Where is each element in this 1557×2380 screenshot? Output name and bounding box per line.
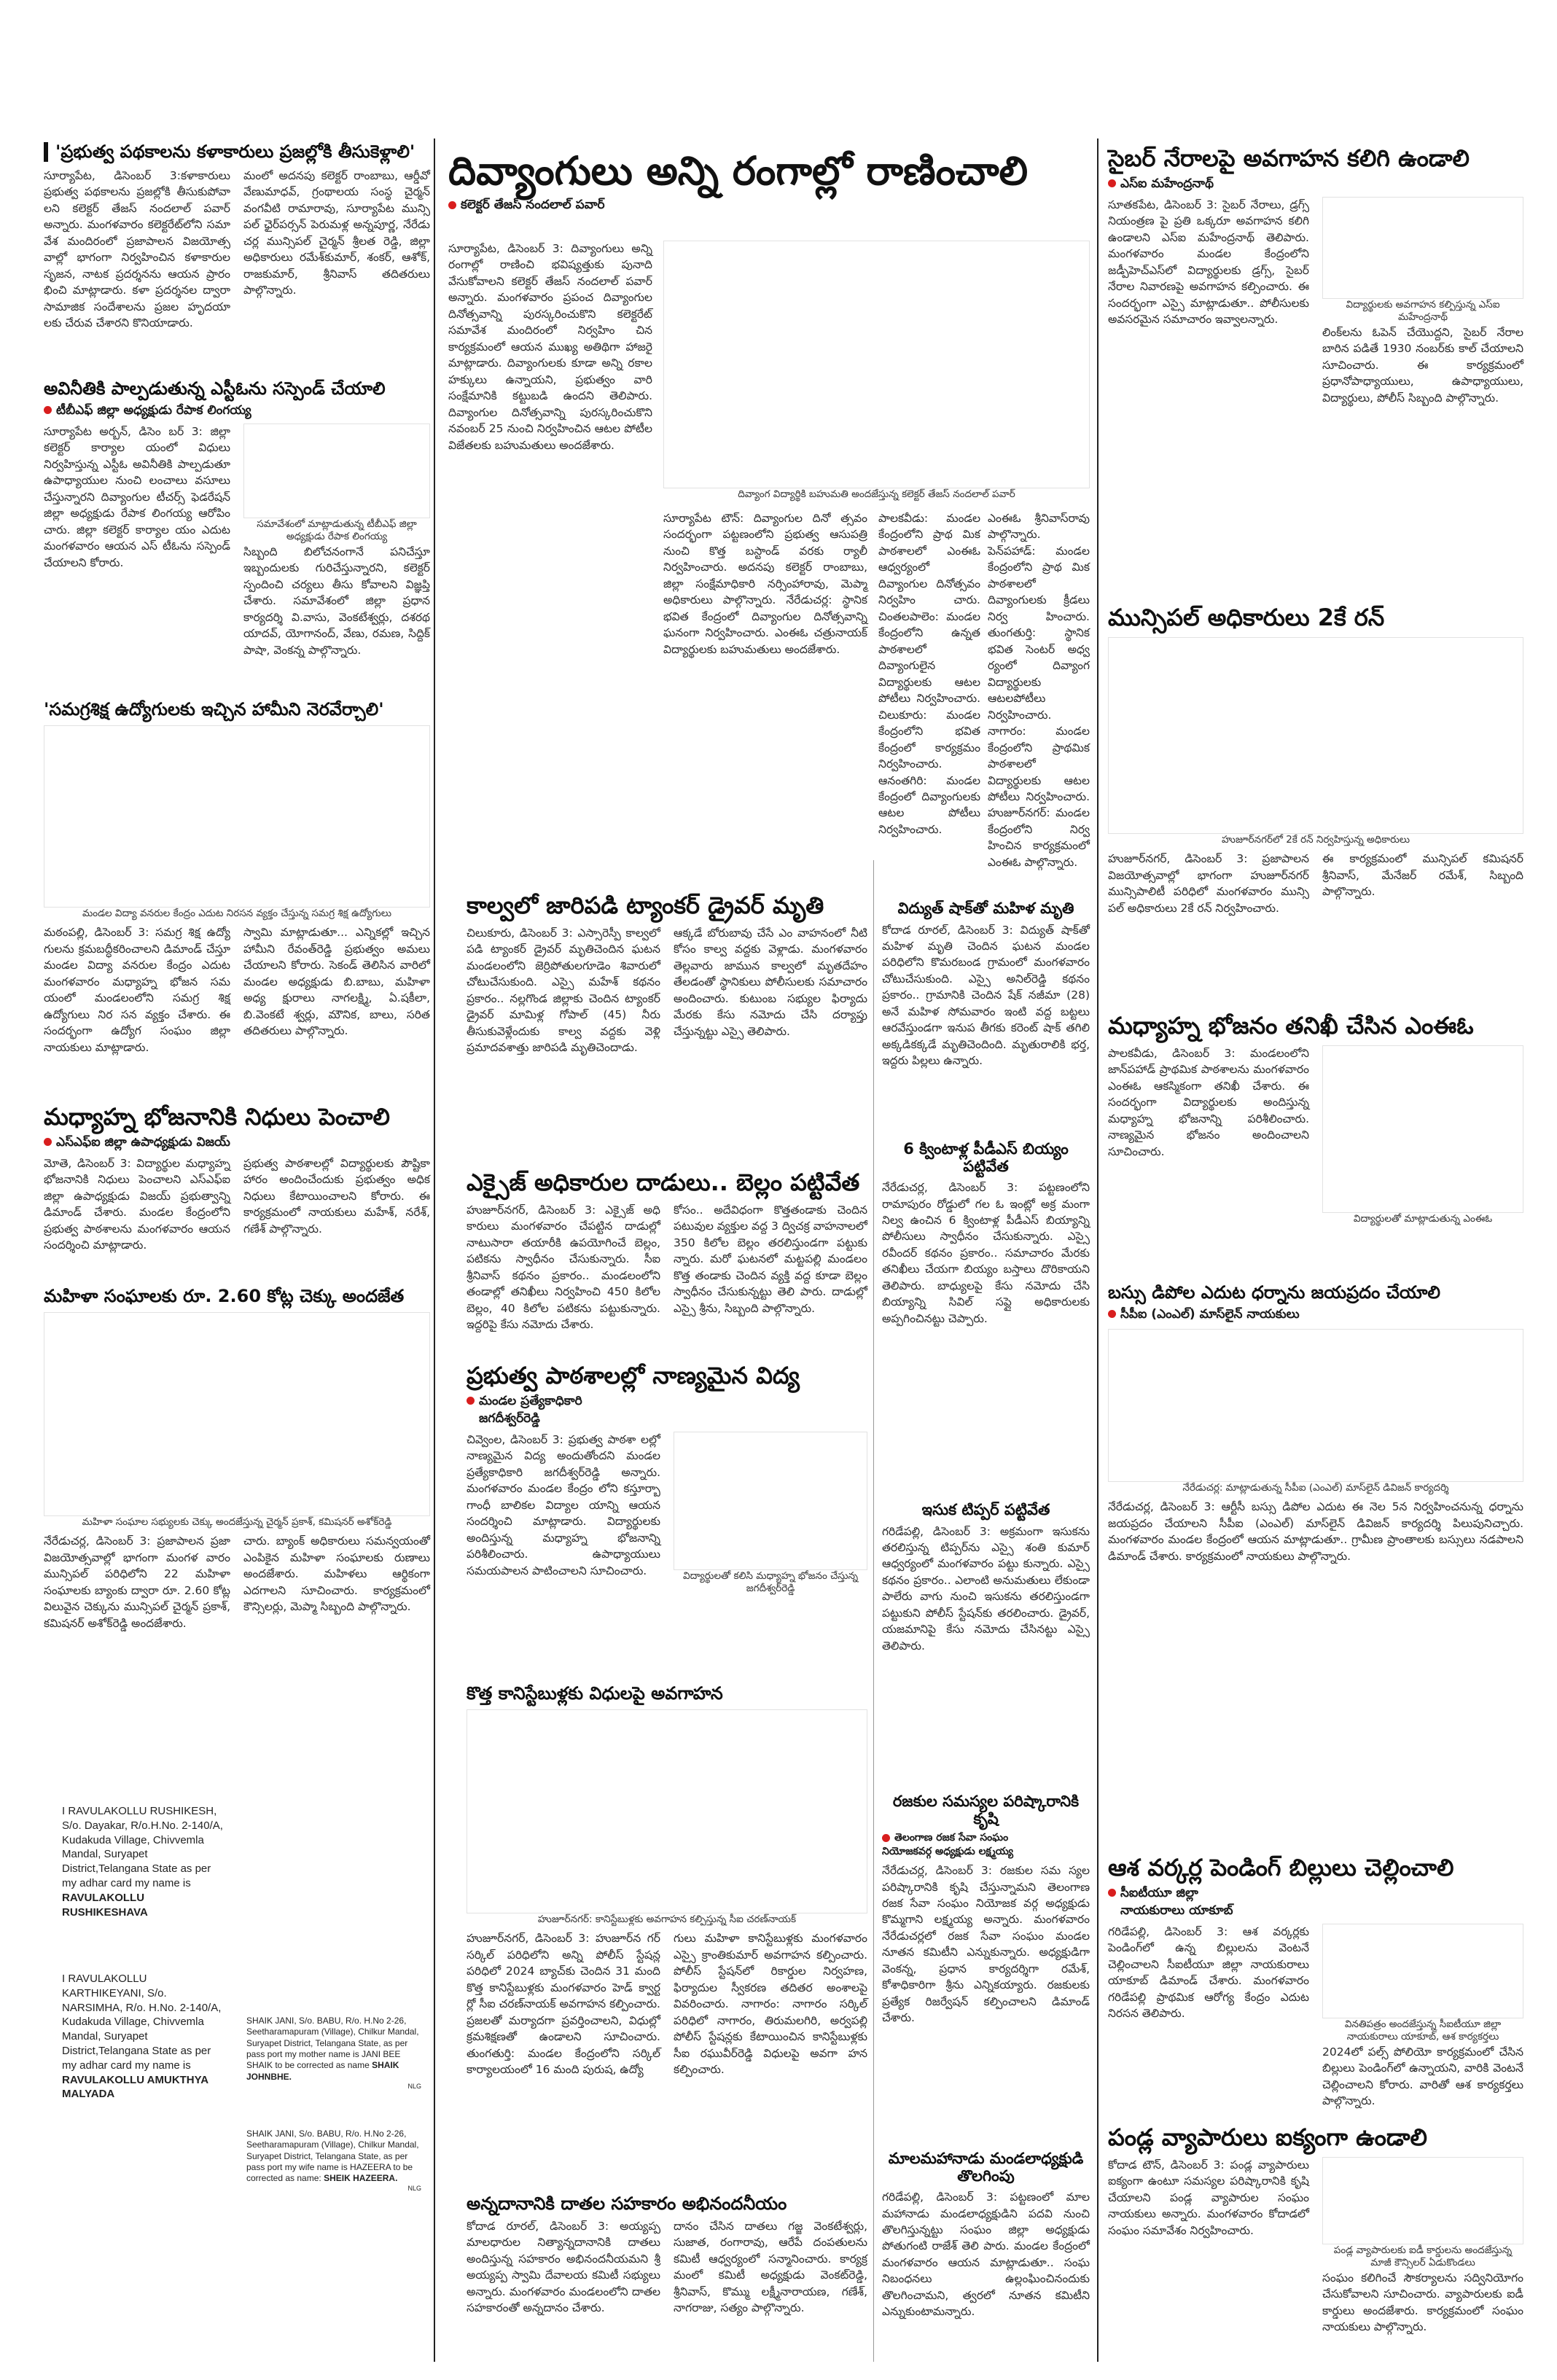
article-body: దానం చేసిన దాతలు గజ్జ వెంకటేశ్వర్లు, సుజాత, రంగారావు, ఆరేపే దంపతులను కమిటీ ఆధ్వర్యంలో సన్మానించారు. కార్యక్ర మంలో కమిటీ అధ్యక్షుడు వెంకట్‌రెడ్డి, శ్రీనివాస్, కొమ్ము లక్ష్మీనారాయణ, గణేశ్, నాగరాజు, సత్యం పాల్గొన్నారు. — [674, 2219, 867, 2315]
headline: 'సమగ్రశిక్ష ఉద్యోగులకు ఇచ్చిన హామీని నెరవేర్చాలి' — [44, 699, 384, 719]
article-body: గరిడేపల్లి, డిసెంబర్ 3: అక్రమంగా ఇసుకను తరలిస్తున్న టిప్పర్‌ను ఎస్సై శంతి కుమార్ ఆధ్వర్యంలో మంగళవారం పట్టు కున్నారు. ఎస్సై కథనం ప్రకారం.. ఎలాంటి అనుమతులు లేకుండా పాలేరు వాగు నుంచి ఇసుకను తరలిస్తుండగా పట్టుకుని పోలీస్ స్టేషన్‌కు తరలించారు. డ్రైవర్, యజమానిపై కేసు నమోదు చేసినట్టు ఎస్సై తెలిపారు. — [882, 1524, 1090, 1653]
article-sto-suspend — [44, 379, 430, 658]
headline: విద్యుత్ షాక్‌తో మహిళ మృతి — [897, 900, 1074, 917]
article-body: సూర్యాపేట, డిసెంబర్ 3: దివ్యాంగులు అన్ని రంగాల్లో రాణించి భవిష్యత్తుకు పునాది వేసుకోవాలని కలెక్టర్ తేజస్ నందలాల్ పవార్ అన్నారు. మంగళవారం ప్రపంచ దివ్యాంగుల దినోత్సవాన్ని పురస్కరించుకొని కలెక్టరేట్ సమావేశ మందిరంలో నిర్వహిం చిన కార్యక్రమంలో ఆయన ముఖ్య అతిథిగా హాజరై మాట్లాడారు. దివ్యాంగులకు కూడా అన్ని రకాల హక్కులు ఉన్నాయని, ప్రభుత్వం వారి సంక్షేమానికి కట్టుబడి ఉందని తెలిపారు. దివ్యాంగుల దినోత్సవాన్ని పురస్కరించుకొని నవంబర్ 25 నుంచి నిర్వహించిన ఆటల పోటీల విజేతలకు బహుమతులు అందజేశారు. — [448, 242, 652, 452]
headline: అవినీతికి పాల్పడుతున్న ఎస్టీఓను సస్పెండ్ చేయాలి — [44, 378, 386, 399]
notice-name: I RAVULAKOLLU RUSHIKESH, — [62, 1805, 217, 1817]
article-disabled-excel — [448, 149, 1090, 218]
headline: 6 క్వింటాళ్ల పీడీఎస్ బియ్యం పట్టివేత — [903, 1140, 1069, 1175]
article-body: ఎంఈఓ శ్రీనివాస్‌రావు పాల్గొన్నారు. పెన్‌పహాడ్: మండల కేంద్రంలోని ప్రాథ మిక పాఠశాలలో దివ్యాంగులకు క్రీడలు నిర్వ హించారు. తుంగతుర్తి: స్థానిక భవిత సెంటర్ అధ్వ ర్యంలో దివ్యాంగ విద్యార్థులకు ఆటలపోటీలు నిర్వహించారు. నాగారం: మండల కేంద్రంలోని ప్రాథమిక పాఠశాలలో విద్యార్థులకు ఆటల పోటీలు నిర్వహించారు. హుజూర్‌నగర్: మండల కేంద్రంలోని నిర్వ హించిన కార్యక్రమంలో ఎంఈఓ పాల్గొన్నారు. — [988, 512, 1090, 869]
column-rule — [873, 860, 874, 2362]
article-body: నేరేడుచర్ల, డిసెంబర్ 3: పట్టణంలోని రామాపురం రోడ్డులో గల ఓ ఇంట్లో అక్ర మంగా నిల్వ ఉంచిన 6 క్వింటాళ్ల పీడీఎస్ బియ్యాన్ని పోలీసులు స్వాధీనం చేసుకున్నారు. ఎస్సై రవీందర్ కథనం ప్రకారం.. సమాచారం మేరకు తనిఖీలు చేయగా బియ్యం బస్తాలు దొరికాయని తెలిపారు. బాధ్యులపై కేసు నమోదు చేసి బియ్యాన్ని సివిల్ సప్లై అధికారులకు అప్పగించినట్టు చెప్పారు. — [882, 1181, 1090, 1325]
article-pds-rice — [882, 1141, 1090, 1327]
lead-photo — [663, 241, 1090, 502]
article-body: స్వామి మాట్లాడుతూ... ఎన్నికల్లో ఇచ్చిన హామీని రేవంత్‌రెడ్డి ప్రభుత్వం అమలు చేయాలని కోరారు. సెకండ్ తెలిసిన వారిలో మండల అధ్యక్షుడు బి.బాబు, మహిళా అధ్య క్షురాలు నాగలక్ష్మి, ఏ.షకీలా, బి.వెంకటే శ్వర్లు, మౌనిక, బాలు, సరిత తదితరులు పాల్గొన్నారు. — [243, 926, 430, 1038]
article-municipal-2k-run — [1108, 605, 1523, 916]
article-body: నేరేడుచర్ల, డిసెంబర్ 3: రజకుల సమ స్యల పరిష్కారానికి కృషి చేస్తున్నామని తెలంగాణ రజక సేవా సంఘం నియోజక వర్గ అధ్యక్షుడు కొమ్మగాని లక్ష్మయ్య అన్నారు. మంగళవారం నేరేడుచర్లలో రజక సేవా సంఘం మండల నూతన కమిటీని ఎన్నుకున్నారు. అధ్యక్షుడిగా వెంకన్న, ప్రధాన కార్యదర్శిగా రమేశ్, కోశాధికారిగా శ్రీను ఎన్నికయ్యారు. రజకులకు ప్రత్యేక రిజర్వేషన్ కల్పించాలని డిమాండ్ చేశారు. — [882, 1864, 1090, 2025]
bullet-icon — [882, 1834, 890, 1842]
photo-caption: విద్యార్థులకు అవగాహన కల్పిస్తున్న ఎస్ఐ మహేంద్రనాథ్ — [1346, 298, 1500, 324]
photo-caption: మహిళా సంఘాల సభ్యులకు చెక్కు అందజేస్తున్న చైర్మన్ ప్రకాశ్, కమిషనర్ అశోక్‌రెడ్డి — [82, 1515, 392, 1528]
bullet-icon — [1108, 1310, 1116, 1318]
article-disabled-excel-body — [988, 510, 1090, 870]
photo-caption: పండ్ల వ్యాపారులకు ఐడీ కార్డులను అందజేస్తున్న మాజీ కౌన్సిలర్ ఏడుకొండలు — [1333, 2244, 1513, 2269]
article-body: ఆక్కడే బోరుబావు చేసే ఎం వాహనంలో నీటి కోసం కాల్వ వద్దకు వెళ్లాడు. మంగళవారం తెల్లవారు జామున కాల్వలో మృతదేహం తేలడంతో స్థానికులు పోలీసులకు సమాచారం అందించారు. కుటుంబ సభ్యుల ఫిర్యాదు మేరకు కేసు నమోదు చేసి దర్యాప్తు చేస్తున్నట్టు ఎస్సై తెలిపారు. — [674, 926, 867, 1038]
news-photo — [44, 725, 430, 908]
byline: ఎస్ఐ మహేంద్రనాథ్ — [1108, 176, 1523, 194]
notice-highlight: SHEIK HAZEERA. — [324, 2173, 398, 2184]
column-rule — [434, 138, 435, 2362]
photo-caption: హుజూర్‌నగర్: కానిస్టేబుళ్లకు అవగాహన కల్పిస్తున్న సీఐ చరణ్‌నాయక్ — [537, 1913, 797, 1925]
photo-caption: దివ్యాంగ విద్యార్థికి బహుమతి అందజేస్తున్న కలెక్టర్ తేజస్ నందలాల్ పవార్ — [738, 488, 1015, 500]
article-body: పాలకవీడు, డిసెంబర్ 3: మండలంలోని జాన్‌పహాడ్ ప్రాథమిక పాఠశాలను మంగళవారం ఎంఈఓ ఆకస్మికంగా తనిఖీ చేశారు. ఈ సందర్భంగా విద్యార్థులకు అందిస్తున్న మధ్యాహ్న భోజనాన్ని పరిశీలించారు. నాణ్యమైన భోజనం అందించాలని సూచించారు. — [1108, 1046, 1309, 1158]
article-meo-inspection — [1108, 1013, 1523, 1225]
article-mala-mahanadu — [882, 2150, 1090, 2320]
headline: ప్రభుత్వ పాఠశాలల్లో నాణ్యమైన విద్య — [467, 1362, 800, 1389]
legal-notice — [62, 1972, 226, 2102]
byline: టీబీఎఫ్ జిల్లా అధ్యక్షుడు రేపాక లింగయ్య — [44, 403, 430, 421]
headline: మహిళా సంఘాలకు రూ. 2.60 కోట్ల చెక్కు అందజేత — [44, 1286, 405, 1306]
notice-tag: NLG — [407, 2184, 421, 2192]
article-body: మోతె, డిసెంబర్ 3: విద్యార్థుల మధ్యాహ్న భోజనానికి నిధులు పెంచాలని ఎస్ఎఫ్ఐ జిల్లా ఉపాధ్యక్షుడు విజయ్ ప్రభుత్వాన్ని డిమాండ్ చేశారు. మండల కేంద్రంలోని ప్రభుత్వ పాఠశాలను మంగళవారం ఆయన సందర్శించి మాట్లాడారు. — [44, 1156, 230, 1252]
byline: మండల ప్రత్యేకాధికారి జగదీశ్వర్‌రెడ్డి — [467, 1394, 867, 1429]
article-body: సిబ్బంది బిలోచనంగానే పనిచేస్తూ ఇబ్బందులకు గురిచేస్తున్నారని, కలెక్టర్ స్పందించి చర్యలు తీసు కోవాలని విజ్ఞప్తి చేశారు. సమావేశంలో జిల్లా ప్రధాన కార్యదర్శి వి.వాసు, వెంకటేశ్వర్లు, దశరథ యాదవ్, యోగానంద్, వేణు, రమణ, సిద్దిక్ పాషా, వెంకన్న పాల్గొన్నారు. — [243, 545, 430, 657]
photo-caption: హుజూర్‌నగర్‌లో 2కే రన్ నిర్వహిస్తున్న అధికారులు — [1221, 833, 1410, 846]
headline: 'ప్రభుత్వ పథకాలను కళాకారులు ప్రజల్లోకి తీసుకెళ్లాలి' — [44, 142, 430, 162]
bullet-icon — [44, 1138, 52, 1146]
article-disabled-excel-body — [878, 510, 980, 838]
article-asha-workers — [1108, 1855, 1523, 2110]
article-women-groups-cheque — [44, 1287, 430, 1631]
headline: మధ్యాహ్న భోజనం తనిఖీ చేసిన ఎంఈఓ — [1108, 1012, 1474, 1039]
headline: మున్సిపల్ అధికారులు 2కే రన్ — [1108, 604, 1385, 631]
notice-body: I RAVULAKOLLU KARTHIKEYANI, S/o. NARSIMHA, R/o. H.No. 2-140/A, Kudakuda Village, Chivvemla Mandal, Suryapet District,Telangana State as per my adhar card my name is — [62, 1973, 222, 2072]
article-body: గరిడేపల్లి, డిసెంబర్ 3: ఆశ వర్కర్లకు పెండింగ్‌లో ఉన్న బిల్లులను వెంటనే చెల్లించాలని సీఐటీయూ జిల్లా నాయకురాలు యాకూబ్ డిమాండ్ చేశారు. మంగళవారం గరిడేపల్లి ప్రాథమిక ఆరోగ్య కేంద్రం ఎదుట నిరసన తెలిపారు. — [1108, 1924, 1309, 2021]
article-body: చివ్వెంల, డిసెంబర్ 3: ప్రభుత్వ పాఠశా లల్లో నాణ్యమైన విద్య అందుతోందని మండల ప్రత్యేకాధికారి జగదీశ్వర్‌రెడ్డి అన్నారు. మంగళవారం మండల కేంద్రం లోని కస్తూర్బా గాంధీ బాలికల విద్యాల యాన్ని ఆయన సందర్శించి మాట్లాడారు. విద్యార్థులకు అందిస్తున్న మధ్యాహ్న భోజనాన్ని పరిశీలించారు. ఉపాధ్యాయులు సమయపాలన పాటించాలని సూచించారు. — [467, 1432, 660, 1577]
article-midday-meal-funds — [44, 1104, 430, 1254]
article-body: ఈ కార్యక్రమంలో మున్సిపల్ కమిషనర్ శ్రీనివాస్, మేనేజర్ రమేశ్, సిబ్బంది పాల్గొన్నారు. — [1322, 852, 1523, 899]
news-photo — [1322, 1045, 1523, 1213]
article-body: సూతకపేట, డిసెంబర్ 3: సైబర్ నేరాలు, డ్రగ్స్ నియంత్రణ పై ప్రతి ఒక్కరూ అవగాహన కలిగి ఉండాలని ఎస్ఐ మహేంద్రనాథ్ తెలిపారు. మంగళవారం మండల కేంద్రంలోని జడ్పీహెచ్ఎస్‌లో విద్యార్థులకు డ్రగ్స్, సైబర్ నేరాల నివారణపై అవగాహన కల్పించారు. ఈ సందర్భంగా ఎస్సై మాట్లాడుతూ.. పోలీసులకు అవసరమైన సమాచారం ఇవ్వాలన్నారు. — [1108, 198, 1309, 327]
article-electric-shock — [882, 900, 1090, 1069]
article-body: కోదాడ టౌన్, డిసెంబర్ 3: పండ్ల వ్యాపారులు ఐక్యంగా ఉంటూ సమస్యల పరిష్కారానికి కృషి చేయాలని పండ్ల వ్యాపారుల సంఘం నాయకులు అన్నారు. మంగళవారం కోదాడలో సంఘం సమావేశం నిర్వహించారు. — [1108, 2158, 1309, 2237]
article-body: మఠంపల్లి, డిసెంబర్ 3: సమగ్ర శిక్ష ఉద్యో గులను క్రమబద్ధీకరించాలని డిమాండ్ చేస్తూ మండల విద్యా వనరుల కేంద్రం ఎదుట మంగళవారం మధ్యాహ్న భోజన సమ యంలో మండలంలోని సమగ్ర శిక్ష ఉద్యోగులు నిర సన వ్యక్తం చేశారు. ఈ సందర్భంగా ఉద్యోగ సంఘం జిల్లా నాయకులు మాట్లాడారు. — [44, 926, 230, 1054]
news-photo — [1322, 197, 1523, 299]
article-body: సూర్యాపేట, డిసెంబర్ 3:కళాకారులు ప్రభుత్వ పథకాలను ప్రజల్లోకి తీసుకుపోవా లని కలెక్టర్ తేజస్ నందలాల్ పవార్ అన్నారు. మంగళవారం కలెక్టరేట్‌లోని సమా వేశ మందిరంలో ప్రజాపాలన విజయోత్స వాల్లో భాగంగా నిర్వహించిన కళాకారుల సృజన, నాటక ప్రదర్శనను ఆయన ప్రారం భించి మాట్లాడారు. కళా ప్రదర్శనల ద్వారా సామాజిక సందేశాలను ప్రజల హృదయా లకు చేరువ చేశారని కొనియాడారు. — [44, 168, 230, 330]
article-body: లింక్‌లను ఓపెన్ చేయొద్దని, సైబర్ నేరాల బారిన పడితే 1930 నంబర్‌కు కాల్ చేయాలని సూచించారు. ఈ కార్యక్రమంలో ప్రధానోపాధ్యాయులు, ఉపాధ్యాయులు, విద్యార్థులు, పోలీస్ సిబ్బంది పాల్గొన్నారు. — [1322, 325, 1523, 405]
news-photo — [243, 424, 430, 518]
news-photo — [663, 241, 1090, 488]
article-body: గరిడేపల్లి, డిసెంబర్ 3: పట్టణంలో మాల మహానాడు మండలాధ్యక్షుడిని పదవి నుంచి తొలగిస్తున్నట్టు సంఘం జిల్లా అధ్యక్షుడు పోతుగంటి రాజేశ్ తెలి పారు. మండల కేంద్రంలో మంగళవారం ఆయన మాట్లాడుతూ.. సంఘ నిబంధనలు ఉల్లంఘించినందుకు తొలగించామని, త్వరలో నూతన కమిటీని ఎన్నుకుంటామన్నారు. — [882, 2190, 1090, 2319]
article-bus-depot-dharna — [1108, 1283, 1523, 1564]
photo-caption: సమావేశంలో మాట్లాడుతున్న టీబీఎఫ్ జిల్లా అధ్యక్షుడు రేపాక లింగయ్య — [257, 518, 417, 543]
article-rajaka-issues — [882, 1793, 1090, 2026]
article-body: హుజూర్‌నగర్, డిసెంబర్ 3: హుజూర్‌న గర్ సర్కిల్ పరిధిలోని అన్ని పోలీస్ స్టేషన్ల పరిధిలో 2024 బ్యాచ్‌కు చెందిన 31 మంది కొత్త కానిస్టేబుళ్లకు మంగళవారం హెడ్ క్వార్ట ర్లో సీఐ చరణ్‌నాయక్ అవగాహన కల్పించారు. ప్రజలతో మర్యాదగా ప్రవర్తించాలని, విధుల్లో క్రమశిక్షణతో ఉండాలని సూచించారు. తుంగతుర్తి: మండల కేంద్రంలోని సర్కిల్ కార్యాలయంలో 16 మంది పురుష, ఉద్యో — [467, 1932, 660, 2077]
legal-notice — [246, 2016, 421, 2091]
bullet-icon — [448, 201, 456, 209]
article-body: 2024లో పల్స్ పోలియో కార్యక్రమంలో చేసిన బిల్లులు పెండింగ్‌లో ఉన్నాయని, వారికి వెంటనే చెల్లించాలని కోరారు. వారితో ఆశ కార్యకర్తలు పాల్గొన్నారు. — [1322, 2045, 1523, 2108]
article-body: కోదాడ రూరల్, డిసెంబర్ 3: అయ్యప్ప మాలధారుల నిత్యాన్నదానానికి దాతలు అందిస్తున్న సహకారం అభినందనీయమని శ్రీ అయ్యప్ప స్వామి దేవాలయ కమిటీ సభ్యులు అన్నారు. మంగళవారం మండలంలోని దాతల సహకారంతో అన్నదానం చేశారు. — [467, 2219, 660, 2315]
news-photo — [1108, 1329, 1523, 1482]
article-body: చిలుకూరు, డిసెంబర్ 3: ఎస్సారెస్పీ కాల్వలో పడి ట్యాంకర్ డ్రైవర్ మృతిచెందిన ఘటన మండలంలోని జెర్రిపోతులగూడెం శివారులో చోటుచేసుకుంది. ఎస్సై మహేశ్ కథనం ప్రకారం.. నల్లగొండ జిల్లాకు చెందిన ట్యాంకర్ డ్రైవర్ మామిళ్ల గోపాల్ (45) నీరు తీసుకువెళ్లేందుకు కాల్వ వద్దకు వెళ్లి ప్రమాదవశాత్తు జారిపడి మృతిచెందాడు. — [467, 926, 660, 1055]
notice-body: SHAIK JANI, S/o. BABU, R/o. H.No 2-26, Seetharamapuram (Village), Chilkur Mandal, Suryapet District, Telangana State, as per pass port my wife name is HAZEERA to be corrected as name: — [246, 2129, 419, 2184]
headline: మాలమహానాడు మండలాధ్యక్షుడి తొలగింపు — [888, 2150, 1084, 2185]
article-govt-schemes — [44, 142, 430, 332]
headline: రజకుల సమస్యల పరిష్కారానికి కృషి — [892, 1792, 1080, 1827]
notice-tag: NLG — [407, 2083, 421, 2091]
article-body: మంలో అదనపు కలెక్టర్ రాంబాబు, ఆర్డీవో వేణుమాధవ్, గ్రంథాలయ సంస్థ చైర్మన్ వంగవీటి రామారావు, సూర్యాపేట మున్సి పల్ ఛైర్‌పర్సన్ పెరుమళ్ల అన్నపూర్ణ, నేరేడు చర్ల మున్సిపల్ చైర్మన్ శ్రీలత రెడ్డి, జిల్లా అధికారులు రమేశ్‌కుమార్, శంకర్, ఆశోక్, రాజకుమార్, శ్రీనివాస్ తదితరులు పాల్గొన్నారు. — [243, 168, 430, 297]
notice-highlight: RAVULAKOLLU RUSHIKESHAVA — [62, 1891, 148, 1919]
article-body: కోసం.. అదేవిధంగా కొత్తతండాకు చెందిన పటువుల వ్యక్తుల వద్ద 3 ద్విచక్ర వాహనాలలో 350 కిలోల బెల్లం తరలిస్తుండగా పట్టుకు న్నారు. మరో ఘటనలో మట్టపల్లి మండలం కొత్త తండాకు చెందిన వ్యక్తి వద్ద కూడా బెల్లం స్వాధీనం చేసుకున్నట్టు తెలి పారు. దాడుల్లో ఎస్సై శ్రీను, సిబ్బంది పాల్గొన్నారు. — [674, 1203, 867, 1315]
article-body: సూర్యాపేట అర్బన్, డిసెం బర్ 3: జిల్లా కలెక్టర్ కార్యాల యంలో విధులు నిర్వహిస్తున్న ఎస్టీఓ అవినీతికి పాల్పడుతూ ఉపాధ్యాయుల నుంచి లంచాలు వసూలు చేస్తున్నారని దివ్యాంగుల టీచర్స్ ఫెడరేషన్ జిల్లా అధ్యక్షుడు రేపాక లింగయ్య ఆరోపిం చారు. జిల్లా కలెక్టర్ కార్యాల యం ఎదుట మంగళవారం ఆయన ఎస్ టీఓను సస్పెండ్ చేయాలని కోరారు. — [44, 424, 230, 569]
article-body: గులు మహిళా కానిస్టేబుళ్లకు మంగళవారం ఎస్సై క్రాంతికుమార్ అవగాహన కల్పించారు. పోలీస్ స్టేషన్‌లో రికార్డుల నిర్వహణ, ఫిర్యాదుల స్వీకరణ తదితర అంశాలపై వివరించారు. నాగారం: నాగారం సర్కిల్ పరిధిలో నాగారం, తిరుమలగిరి, అర్వపల్లి పోలీస్ స్టేషన్లకు కేటాయించిన కానిస్టేబుళ్లకు సీఐ రఘువీర్‌రెడ్డి విధులపై అవగా హన కల్పించారు. — [674, 1932, 867, 2077]
news-photo — [1322, 1924, 1523, 2018]
headline: సైబర్ నేరాలపై అవగాహన కలిగి ఉండాలి — [1108, 144, 1470, 172]
byline: ఎస్ఎఫ్ఐ జిల్లా ఉపాధ్యక్షుడు విజయ్ — [44, 1135, 430, 1152]
bullet-icon — [467, 1397, 475, 1405]
notice-body: S/o. Dayakar, R/o.H.No. 2-140/A, Kudakuda Village, Chivvemla Mandal, Suryapet District,Telangana State as per my adhar card my name is — [62, 1819, 223, 1889]
article-cyber-crime — [1108, 146, 1523, 406]
headline: మధ్యాహ్న భోజనానికి నిధులు పెంచాలి — [44, 1103, 390, 1131]
column-rule — [1097, 138, 1099, 2362]
article-disabled-excel-body — [663, 510, 867, 658]
news-photo — [1322, 2157, 1523, 2244]
notice-highlight: SHAIK JOHNBHE. — [246, 2060, 399, 2082]
article-tanker-driver — [467, 893, 867, 1056]
bullet-icon — [1108, 179, 1116, 187]
headline: అన్నదానానికి దాతల సహకారం అభినందనీయం — [467, 2193, 787, 2214]
headline: ఎక్సైజ్ అధికారుల దాడులు.. బెల్లం పట్టివేత — [467, 1168, 860, 1196]
article-body: చారు. బ్యాంక్ అధికారులు సమన్వయంతో ఎంపికైన మహిళా సంఘాలకు రుణాలు అందజేశారు. మహిళలు ఆర్థికంగా ఎదగాలని సూచించారు. కార్యక్రమంలో కౌన్సిలర్లు, మెప్మా సిబ్బంది పాల్గొన్నారు. — [243, 1534, 430, 1614]
article-excise-raids — [467, 1170, 867, 1333]
article-annadanam — [467, 2194, 867, 2317]
article-samagra-shiksha — [44, 700, 430, 1056]
article-quality-education — [467, 1363, 867, 1596]
headline: ఇసుక టిప్పర్ పట్టివేత — [921, 1501, 1050, 1518]
article-body: సూర్యాపేట టౌన్: దివ్యాంగుల దినో త్సవం సందర్భంగా పట్టణంలోని ప్రభుత్వ ఆసుపత్రి నుంచి కొత్త బస్టాండ్ వరకు ర్యాలీ నిర్వహించారు. అదనపు కలెక్టర్ రాంబాబు, జిల్లా సంక్షేమాధికారి నర్సింహారావు, మెప్మా అధికారులు పాల్గొన్నారు. నేరేడుచర్ల: స్థానిక భవిత కేంద్రంలో దివ్యాంగుల దినోత్సవాన్ని ఘనంగా నిర్వహించారు. ఎంఈఓ చత్రునాయక్ విద్యార్థులకు బహుమతులు అందజేశారు. — [663, 512, 867, 656]
article-fruit-vendors — [1108, 2125, 1523, 2336]
article-body: సంఘం కలిగించే సౌకర్యాలను సద్వినియోగం చేసుకోవాలని సూచించారు. వ్యాపారులకు ఐడీ కార్డులు అందజేశారు. కార్యక్రమంలో సంఘం నాయకులు పాల్గొన్నారు. — [1322, 2271, 1523, 2334]
article-sand-tipper — [882, 1502, 1090, 1654]
photo-caption: వినతిపత్రం అందజేస్తున్న సీఐటీయూ జిల్లా నాయకురాలు యాకూబ్, ఆశ కార్యకర్తలు — [1344, 2018, 1502, 2043]
legal-notice — [62, 1804, 226, 1919]
photo-caption: మండల విద్యా వనరుల కేంద్రం ఎదుట నిరసన వ్యక్తం చేస్తున్న సమగ్ర శిక్ష ఉద్యోగులు — [82, 907, 392, 919]
article-constables-awareness — [467, 1684, 867, 2078]
headline: ఆశ వర్కర్ల పెండింగ్ బిల్లులు చెల్లించాలి — [1108, 1854, 1454, 1881]
news-photo — [1108, 637, 1523, 834]
legal-notice — [246, 2129, 421, 2193]
article-body: కోదాడ రూరల్, డిసెంబర్ 3: విద్యుత్ షాక్‌తో మహిళ మృతి చెందిన ఘటన మండల పరిధిలోని కొమరబండ గ్రామంలో మంగళవారం చోటుచేసుకుంది. ఎస్సై అనిల్‌రెడ్డి కథనం ప్రకారం.. గ్రామానికి చెందిన షేక్ నజీమా (28) అనే మహిళ సోమవారం ఇంటి వద్ద బట్టలు ఆరవేస్తుండగా ఇనుప తీగకు కరెంట్ షాక్ తగిలి అక్కడికక్కడే మృతిచెందింది. మృతురాలికి భర్త, ఇద్దరు పిల్లలు ఉన్నారు. — [882, 923, 1090, 1068]
notice-highlight: RAVULAKOLLU AMUKTHYA MALYADA — [62, 2073, 208, 2101]
headline: పండ్ల వ్యాపారులు ఐక్యంగా ఉండాలి — [1108, 2123, 1427, 2151]
notice-body: SHAIK JANI, S/o. BABU, R/o. H.No 2-26, Seetharamapuram (Village), Chilkur Mandal, Suryapet District, Telangana State, as per pass port my mother name is JANI BEE SHAIK to be corrected as name — [246, 2016, 419, 2071]
photo-caption: విద్యార్థులతో కలిసి మధ్యాహ్న భోజనం చేస్తున్న జగదీశ్వర్‌రెడ్డి — [682, 1569, 859, 1595]
article-body: ప్రభుత్వ పాఠశాలల్లో విద్యార్థులకు పౌష్టికా హారం అందించేందుకు ప్రభుత్వం అధిక నిధులు కేటాయించాలని కోరారు. ఈ కార్యక్రమంలో నాయకులు మహేశ్, నరేశ్, గణేశ్ పాల్గొన్నారు. — [243, 1156, 430, 1236]
photo-caption: విద్యార్థులతో మాట్లాడుతున్న ఎంఈఓ — [1353, 1212, 1493, 1225]
byline: తెలంగాణ రజక సేవా సంఘం నియోజకవర్గ అధ్యక్షుడు లక్ష్మయ్య — [882, 1832, 1014, 1858]
news-photo — [467, 1709, 867, 1913]
article-body: నేరేడుచర్ల, డిసెంబర్ 3: ప్రజాపాలన ప్రజా విజయోత్సవాల్లో భాగంగా మంగళ వారం మున్సిపల్ పరిధిలోని 22 మహిళా సంఘాలకు బ్యాంకు ద్వారా రూ. 2.60 కోట్ల విలువైన చెక్కును మున్సిపల్ చైర్మన్ ప్రకాశ్, కమిషనర్ అశోక్‌రెడ్డి అందజేశారు. — [44, 1534, 230, 1630]
news-photo — [674, 1432, 867, 1570]
article-disabled-excel-body — [448, 241, 652, 453]
byline: కలెక్టర్ తేజస్ నందలాల్ పవార్ — [448, 198, 1090, 215]
headline: కొత్త కానిస్టేబుళ్లకు విధులపై అవగాహన — [467, 1683, 723, 1704]
headline: దివ్యాంగులు అన్ని రంగాల్లో రాణించాలి — [448, 148, 1029, 194]
byline: సీపీఐ (ఎంఎల్) మాస్‌లైన్ నాయకులు — [1108, 1307, 1523, 1324]
article-body: హుజూర్‌నగర్, డిసెంబర్ 3: ఎక్సైజ్ అధి కారులు మంగళవారం చేపట్టిన దాడుల్లో నాటుసారా తయారీకి ఉపయోగించే బెల్లం, పటికను స్వాధీనం చేసుకున్నారు. సీఐ శ్రీనివాస్ కథనం ప్రకారం.. మండలంలోని తండాల్లో తనిఖీలు నిర్వహించి 450 కిలోల బెల్లం, 40 కిలోల పటికను పట్టుకున్నారు. ఇద్దరిపై కేసు నమోదు చేశారు. — [467, 1203, 660, 1332]
headline: కాల్వలో జారిపడి ట్యాంకర్ డ్రైవర్ మృతి — [467, 891, 824, 919]
article-body: పాలకవీడు: మండల కేంద్రంలోని ప్రాథ మిక పాఠశాలలో ఎంఈఓ ఆధ్వర్యంలో దివ్యాంగుల దినోత్సవం నిర్వహిం చారు. చింతలపాలెం: మండల కేంద్రంలోని ఉన్నత పాఠశాలలో దివ్యాంగులైన విద్యార్థులకు ఆటల పోటీలు నిర్వహించారు. చిలుకూరు: మండల కేంద్రంలోని భవిత కేంద్రంలో కార్యక్రమం నిర్వహించారు. ఆనంతగిరి: మండల కేంద్రంలో దివ్యాంగులకు ఆటల పోటీలు నిర్వహించారు. — [878, 512, 980, 836]
bullet-icon — [1108, 1889, 1116, 1897]
byline: సీఐటీయూ జిల్లా నాయకురాలు యాకూబ్ — [1108, 1886, 1523, 1921]
news-photo — [44, 1312, 430, 1516]
photo-caption: నేరేడుచర్ల: మాట్లాడుతున్న సీపీఐ (ఎంఎల్) మాస్‌లైన్ డివిజన్ కార్యదర్శి — [1182, 1481, 1449, 1494]
article-body: హుజూర్‌నగర్, డిసెంబర్ 3: ప్రజాపాలన విజయోత్సవాల్లో భాగంగా హుజూర్‌నగర్ మున్సిపాలిటీ పరిధిలో మంగళవారం మున్సి పల్ అధికారులు 2కే రన్ నిర్వహించారు. — [1108, 852, 1309, 915]
bullet-icon — [44, 406, 52, 414]
article-body: నేరేడుచర్ల, డిసెంబర్ 3: ఆర్టీసీ బస్సు డిపోల ఎదుట ఈ నెల 5న నిర్వహించనున్న ధర్నాను జయప్రదం చేయాలని సీపీఐ (ఎంఎల్) మాస్‌లైన్ డివిజన్ కార్యదర్శి పిలుపునిచ్చారు. మంగళవారం మండల కేంద్రంలో ఆయన మాట్లాడుతూ.. గ్రామీణ ప్రాంతాలకు బస్సులు నడపాలని డిమాండ్ చేశారు. కార్యక్రమంలో నాయకులు పాల్గొన్నారు. — [1108, 1500, 1523, 1563]
headline: బస్సు డిపోల ఎదుట ధర్నాను జయప్రదం చేయాలి — [1108, 1282, 1441, 1303]
